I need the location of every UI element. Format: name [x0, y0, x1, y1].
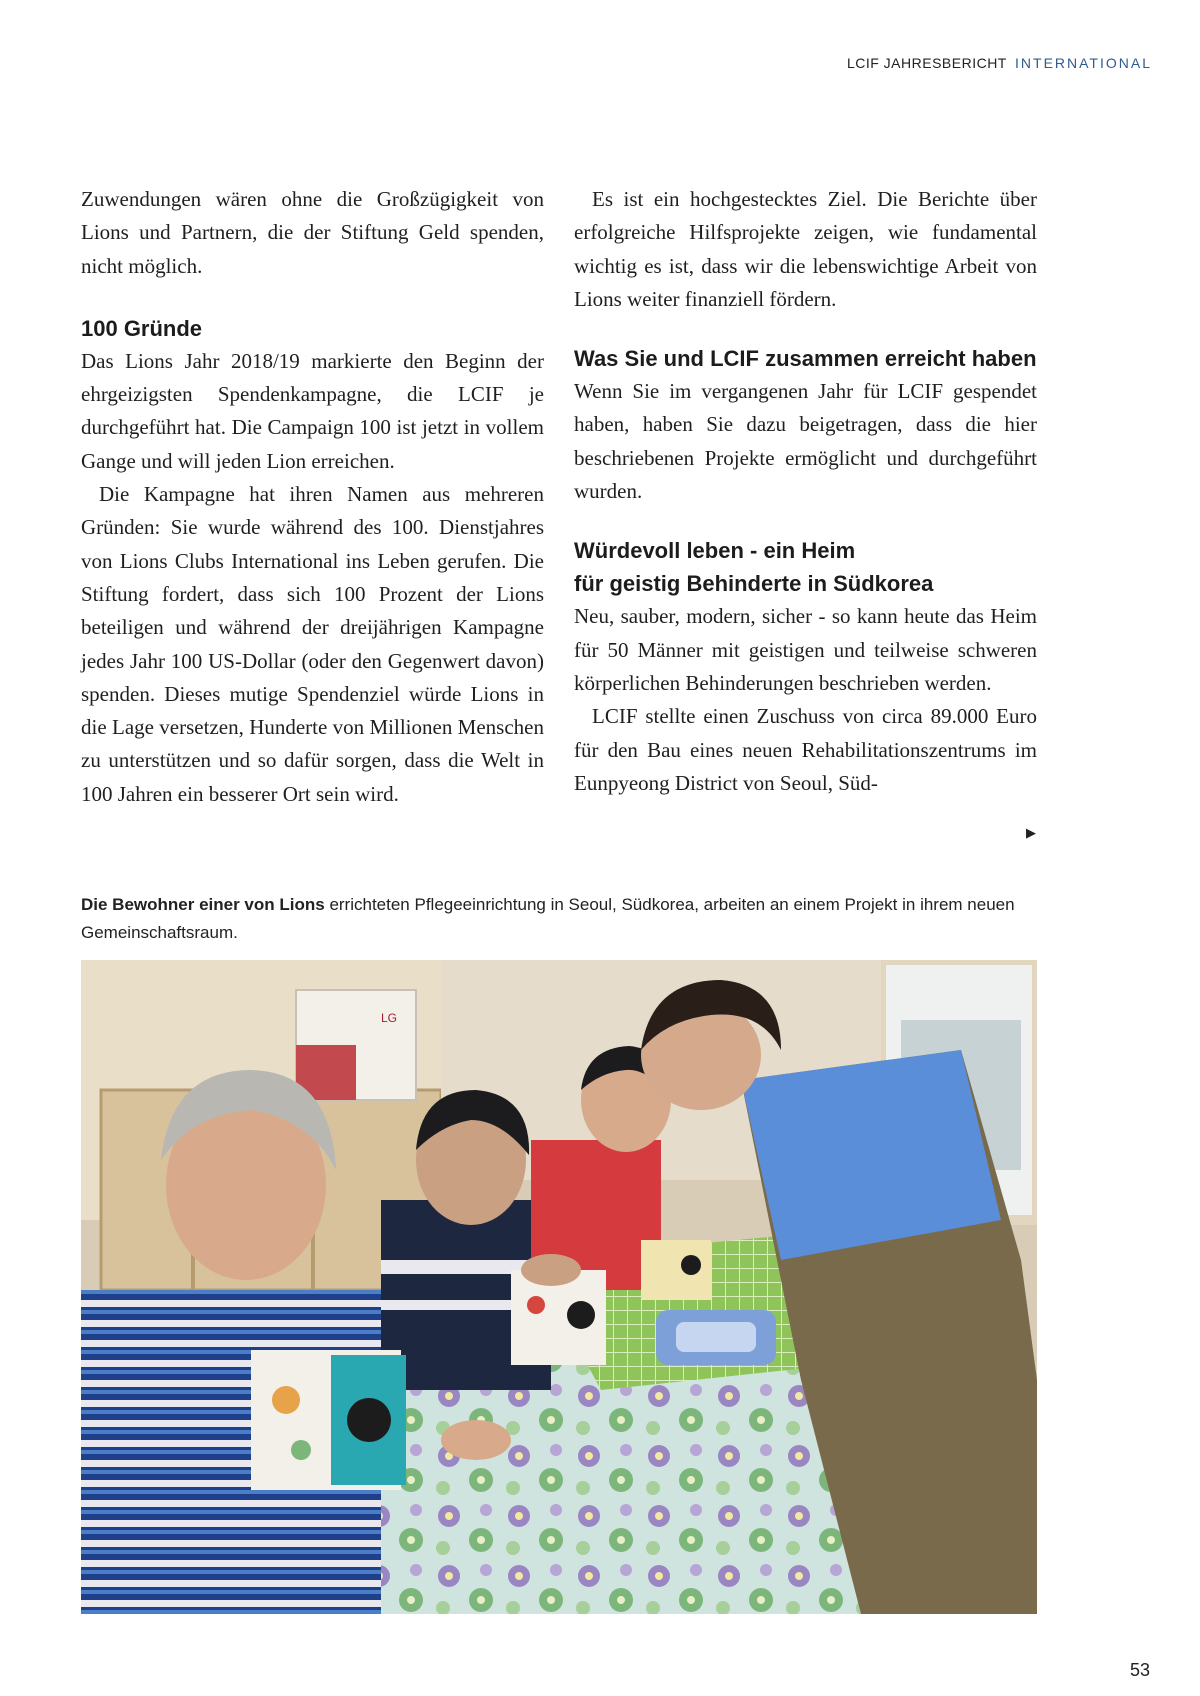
photo-residents-crafting — [81, 960, 1037, 1614]
photo-box-brand: LG — [381, 1011, 398, 1025]
left-intro-paragraph: Zuwendungen wären ohne die Großzügigkeit von Lions und Partnern, die der Stiftung Geld spenden, nicht möglich. — [81, 187, 544, 278]
caption-lead: Die Bewohner einer von Lions — [81, 895, 325, 914]
photo-illustration — [81, 960, 1037, 1614]
caption-text: errichteten Pflegeeinrichtung in Seoul, Südkorea, arbeiten an einem Projekt in ihrem neuen Gemeinschaftsraum. — [81, 895, 1015, 942]
heading-korea-home-line-1: Würdevoll leben - ein Heim — [574, 538, 856, 564]
heading-korea-home-line-2: für geistig Behinderte in Südkorea — [574, 571, 934, 597]
campaign-name-paragraph: Die Kampagne hat ihren Namen aus mehreren Gründen: Sie wurde während des 100. Dienstjahres von Lions Clubs International ins Leben gerufen. Die Stiftung fordert, dass sich 100 Prozent der Lions beteiligen und während der dreijährigen Kampagne jedes Jahr 100 US-Dollar (oder den Gegenwert davon) spenden. Dieses mutige Spendenziel würde Lions in die Lage versetzen, Hunderte von Millionen Menschen zu unterstützen und so dafür sorgen, dass die Welt in 100 Jahren ein besserer Ort sein wird. — [81, 482, 544, 806]
heading-achievements: Was Sie und LCIF zusammen erreicht haben — [574, 346, 1037, 372]
campaign-paragraph: Das Lions Jahr 2018/19 markierte den Beginn der ehrgeizigsten Spendenkampagne, die LCIF je durchgeführt hat. Die Campaign 100 ist jetzt in vollem Gange und will jeden Lion erreichen. — [81, 348, 544, 473]
page-number: 53 — [1129, 1660, 1150, 1680]
continue-arrow-icon: ▶ — [1026, 826, 1036, 841]
heading-korea-home — [574, 534, 1037, 600]
grant-paragraph: LCIF stellte einen Zuschuss von circa 89.000 Euro für den Bau eines neuen Rehabilitationszentrums im Eunpyeong District von Seoul, Süd- — [574, 704, 1037, 795]
korea-home-paragraph: Neu, sauber, modern, sicher - so kann heute das Heim für 50 Männer mit geistigen und teilweise schweren körperlichen Behinderungen beschrieben werden. — [574, 604, 1037, 695]
left-column — [81, 183, 544, 811]
achievements-paragraph: Wenn Sie im vergangenen Jahr für LCIF gespendet haben, haben Sie dazu beigetragen, dass die hier beschriebenen Projekte ermöglicht und durchgeführt wurden. — [574, 379, 1037, 504]
heading-100-gruende: 100 Gründe — [81, 315, 203, 341]
right-intro-paragraph: Es ist ein hochgestecktes Ziel. Die Berichte über erfolgreiche Hilfsprojekte zeigen, wie fundamental wichtig es ist, dass wir die lebenswichtige Arbeit von Lions weiter finanziell fördern. — [574, 187, 1037, 311]
right-column — [574, 183, 1037, 800]
running-head — [847, 55, 1152, 71]
running-head-section: INTERNATIONAL — [1015, 55, 1152, 71]
photo-caption — [81, 891, 1041, 947]
running-head-report: LCIF JAHRESBERICHT — [846, 55, 1007, 71]
